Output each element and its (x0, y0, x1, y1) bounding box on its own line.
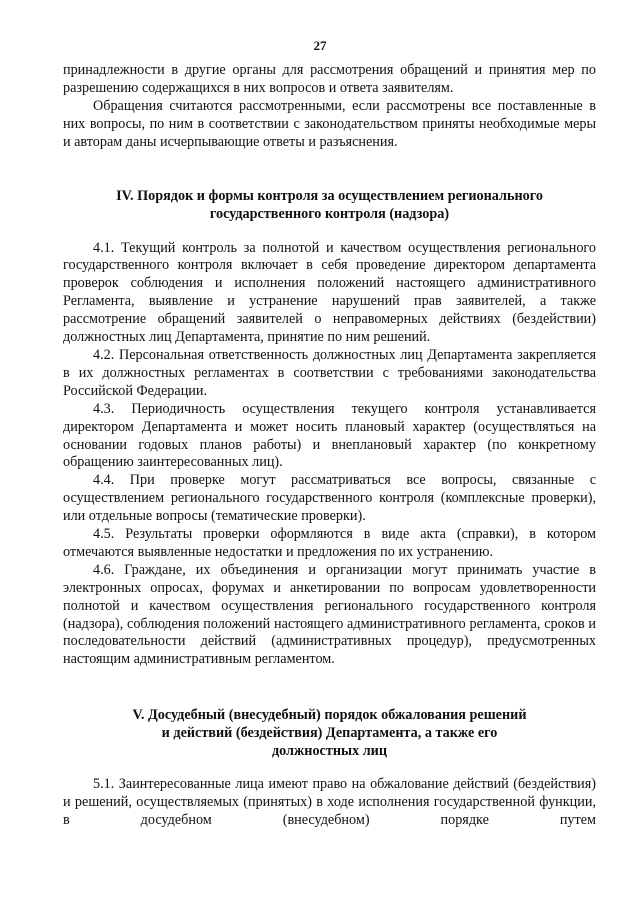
section-5-heading-line3: должностных лиц (271, 743, 388, 760)
paragraph-4-1: 4.1. Текущий контроль за полнотой и качеством осуществления регионального государственного контроля включает в себя проведение директором департамента проверок соблюдения и исполнения положений настоящего административного Регламента, выявление и устранение нарушений прав заявителей, а также рассмотрение обращений заявителей о неправомерных действиях (бездействии) должностных лиц Департамента, принятие по ним решений. (63, 239, 596, 346)
document-body (63, 62, 596, 830)
section-5-heading-line1: V. Досудебный (внесудебный) порядок обжалования решений (132, 707, 527, 724)
paragraph-appeals-considered: Обращения считаются рассмотренными, если рассмотрены все поставленные в них вопросы, по ним в соответствии с законодательством приняты необходимые меры и авторам даны исчерпывающие ответы и разъяснения. (63, 97, 596, 150)
paragraph-4-3: 4.3. Периодичность осуществления текущего контроля устанавливается директором Департамента и может носить плановый характер (осуществляться на основании годовых планов работы) и внеплановый характер (по конкретному обращению заинтересованных лиц). (63, 400, 596, 471)
section-4-heading (63, 187, 596, 223)
paragraph-5-1: 5.1. Заинтересованные лица имеют право на обжалование действий (бездействия) и решений, осуществляемых (принятых) в ходе исполнения государственной функции, в досудебном (внесудебном) порядке путем (63, 776, 596, 829)
section-4-heading-line1: IV. Порядок и формы контроля за осуществлением регионального (116, 187, 543, 204)
page-number: 27 (313, 38, 327, 53)
section-4-heading-line2: государственного контроля (надзора) (209, 205, 450, 222)
section-5-heading-line2: и действий (бездействия) Департамента, а также его (161, 725, 498, 742)
paragraph-4-4: 4.4. При проверке могут рассматриваться все вопросы, связанные с осуществлением регионального государственного контроля (комплексные проверки), или отдельные вопросы (тематические проверки). (63, 472, 596, 525)
section-5-heading (63, 706, 596, 760)
paragraph-4-5: 4.5. Результаты проверки оформляются в виде акта (справки), в котором отмечаются выявленные недостатки и предложения по их устранению. (63, 526, 596, 560)
paragraph-4-2: 4.2. Персональная ответственность должностных лиц Департамента закрепляется в их должностных регламентах в соответствии с требованиями законодательства Российской Федерации. (63, 346, 596, 399)
paragraph-4-6: 4.6. Граждане, их объединения и организации могут принимать участие в электронных опросах, форумах и анкетировании по вопросам удовлетворенности полнотой и качеством осуществления регионального государственного контроля (надзора), соблюдения положений настоящего административного регламента, сроков и последовательности действий (административных процедур), предусмотренных настоящим административным регламентом. (63, 561, 596, 668)
paragraph-continuation: принадлежности в другие органы для рассмотрения обращений и принятия мер по разрешению содержащихся в них вопросов и ответа заявителям. (63, 62, 596, 96)
